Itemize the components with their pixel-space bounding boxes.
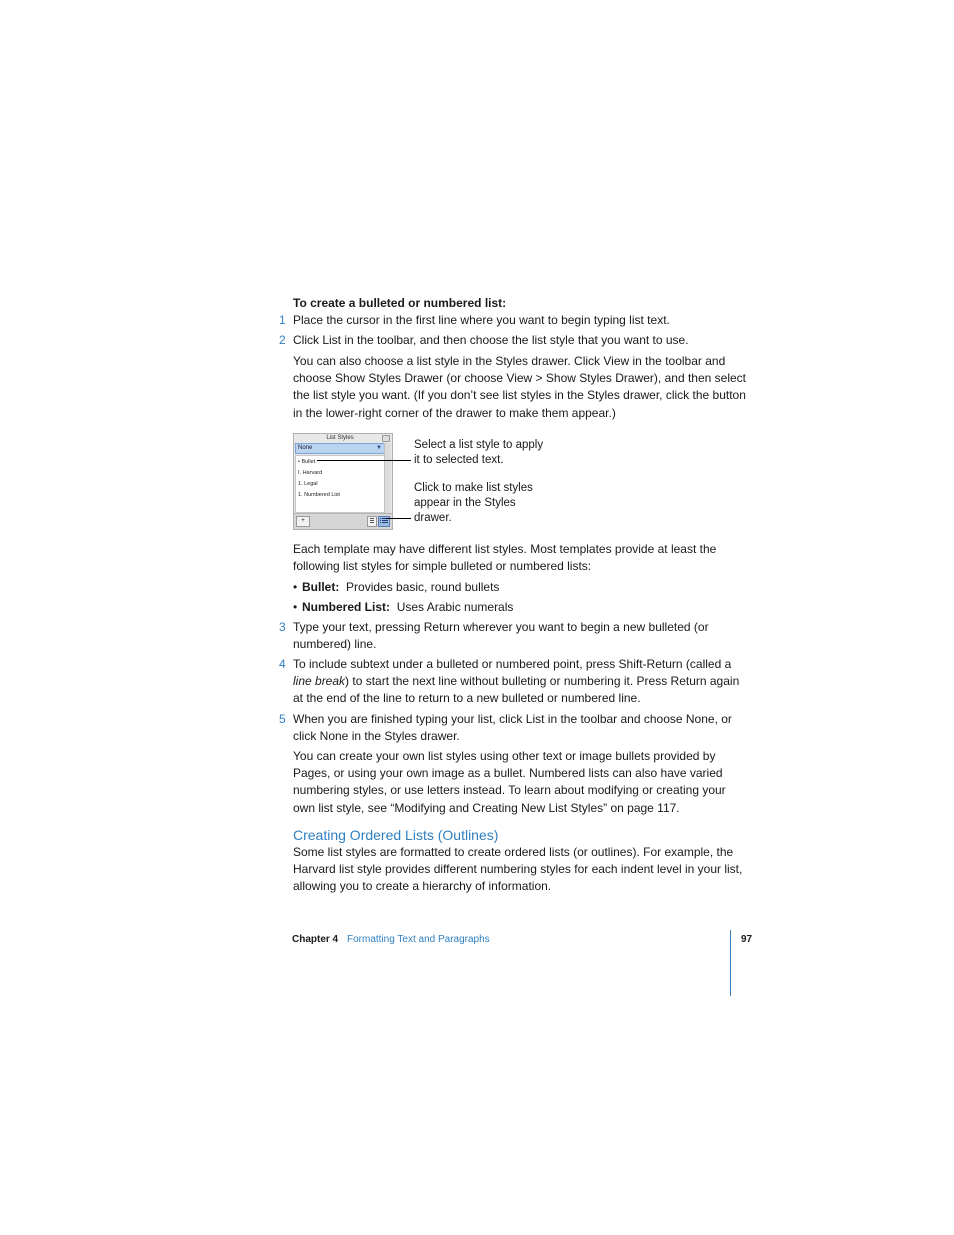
panel-title: List Styles bbox=[326, 435, 354, 441]
callout-select-style: Select a list style to apply it to selected text. bbox=[414, 439, 544, 466]
footer-chapter: Chapter 4 bbox=[292, 934, 339, 945]
list-item[interactable]: 1. Numbered List bbox=[298, 492, 340, 498]
panel-collapse-icon bbox=[382, 435, 390, 442]
callout-line bbox=[317, 460, 411, 461]
step-3-text: Type your text, pressing Return wherever you want to begin a new bulleted (or numbered) line. bbox=[293, 620, 709, 652]
step-5-text: When you are finished typing your list, click List in the toolbar and choose None, or click None in the Styles drawer. bbox=[293, 712, 732, 744]
bullet-icon: • bbox=[293, 580, 298, 594]
bullet-item-numbered: Numbered List: Uses Arabic numerals bbox=[302, 600, 514, 614]
panel-scrollbar[interactable] bbox=[384, 443, 391, 513]
step-2-paragraph: You can also choose a list style in the Styles drawer. Click View in the toolbar and choose Show Styles Drawer (or choose View > Show Styles Drawer), and then select the list style you want. (If you don’t see list styles in the Styles drawer, click the button in the lower-right corner of the drawer to make them appear.) bbox=[293, 354, 746, 420]
step-2-text: Click List in the toolbar, and then choose the list style that you want to use. bbox=[293, 333, 689, 347]
list-item[interactable]: 1. Legal bbox=[298, 481, 318, 487]
list-styles-list bbox=[295, 455, 385, 513]
section-paragraph: Some list styles are formatted to create ordered lists (or outlines). For example, the Harvard list style provides different numbering styles for each indent level in your list, allowing you to create a hierarchy of information. bbox=[293, 845, 743, 894]
list-item[interactable]: I. Harvard bbox=[298, 470, 323, 476]
step-1-text: Place the cursor in the first line where you want to begin typing list text. bbox=[293, 313, 670, 327]
procedure-heading: To create a bulleted or numbered list: bbox=[293, 296, 507, 310]
bullet-item-bullet: Bullet: Provides basic, round bullets bbox=[302, 580, 500, 594]
list-item[interactable]: • Bullet bbox=[298, 459, 316, 465]
panel-bottom-bar bbox=[294, 513, 392, 529]
paragraph-styles-button[interactable] bbox=[367, 516, 377, 527]
bullet-icon: • bbox=[293, 600, 298, 614]
step-number-4: 4 bbox=[279, 657, 286, 671]
step-number-3: 3 bbox=[279, 620, 286, 634]
templates-paragraph: Each template may have different list styles. Most templates provide at least the following list styles for simple bulleted or numbered lists: bbox=[293, 542, 717, 574]
section-heading: Creating Ordered Lists (Outlines) bbox=[293, 827, 499, 843]
page-number: 97 bbox=[741, 934, 753, 945]
footer-chapter-title: Formatting Text and Paragraphs bbox=[347, 934, 490, 945]
step-number-5: 5 bbox=[279, 712, 286, 726]
callout-show-styles: Click to make list styles appear in the Styles drawer. bbox=[414, 482, 533, 524]
list-style-select[interactable]: None ▼ bbox=[295, 443, 385, 454]
step-4-text: To include subtext under a bulleted or numbered point, press Shift-Return (called a line break) to start the next line without bulleting or numbering it. Press Return again at the end of the line to return to a new bulleted or numbered line. bbox=[293, 657, 740, 706]
own-styles-paragraph: You can create your own list styles using other text or image bullets provided by Pages, or using your own image as a bullet. Numbered lists can also have varied numbering styles, or use letters instead. To learn about modifying or creating your own list style, see “Modifying and Creating New List Styles” on page 117. bbox=[293, 749, 726, 815]
add-style-button[interactable]: + bbox=[296, 516, 310, 527]
paragraph-icon bbox=[369, 517, 375, 524]
footer-divider bbox=[730, 930, 731, 996]
list-styles-panel bbox=[293, 433, 393, 530]
callout-line bbox=[386, 518, 411, 519]
step-number-1: 1 bbox=[279, 313, 286, 327]
chevron-down-icon: ▼ bbox=[376, 445, 382, 451]
step-number-2: 2 bbox=[279, 333, 286, 347]
